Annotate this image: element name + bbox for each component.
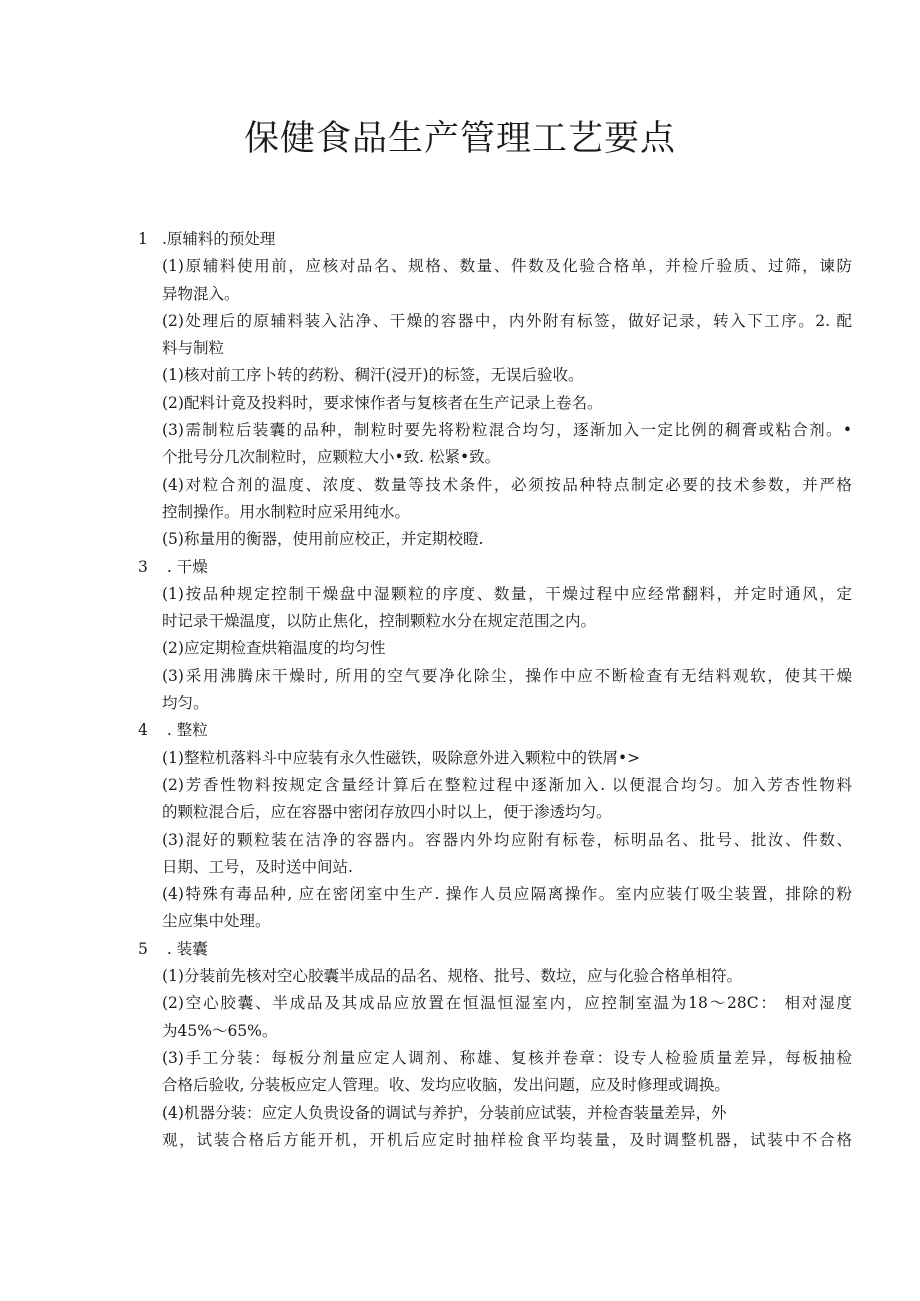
paragraph-line (162, 335, 852, 362)
line-text: (1)核对前工序卜转的药粉、稠汗(浸开)的标签，无误后验收。 (162, 366, 584, 385)
line-text: (2)芳香性物料按规定含量经计算后在整粒过程中逐渐加入. 以便混合均匀。加入芳杏性物料 (162, 775, 852, 794)
line-text: 尘应集中处理。 (162, 912, 271, 931)
line-text: 均匀。 (162, 694, 209, 713)
paragraph-line (162, 663, 852, 690)
line-text: (4)特殊有毒品种, 应在密闭室中生产. 操作人员应隔离操作。室内应装仃吸尘装置，排除的粉 (162, 885, 852, 904)
line-text: . 干燥 (162, 557, 208, 576)
paragraph-line (162, 362, 852, 389)
section-number: 1 (138, 230, 148, 248)
line-text: 为45%～65%。 (162, 1021, 278, 1040)
line-text: (3)手工分装：每板分剂量应定人调剂、称雄、复核并卷章：设专人检验质量差异，每板抽检 (162, 1048, 852, 1067)
line-text: 料与制粒 (162, 339, 225, 358)
paragraph-line (162, 827, 852, 854)
line-text: (1)按品种规定控制干燥盘中湿颗粒的序度、数量，干燥过程中应经常翻料，并定时通风，定 (162, 584, 852, 603)
paragraph-line (162, 854, 852, 881)
line-text: 的颗粒混合后，应在容器中密闭存放四小时以上，便于渗透均匀。 (162, 803, 612, 822)
paragraph-line (162, 635, 852, 662)
section-number: 3 (138, 557, 148, 576)
paragraph-line (162, 390, 852, 417)
section-heading (138, 717, 852, 744)
line-text: .原辅料的预处理 (162, 230, 276, 248)
line-text: 日期、工号，及时送中间站. (162, 857, 353, 876)
line-text: (2)空心胶囊、半成品及其成品应放置在恒温恒湿室内，应控制室温为18～28C： 相对湿度 (162, 994, 852, 1013)
line-text: . 装囊 (162, 939, 208, 958)
section-number: 5 (138, 939, 148, 958)
line-text: (1)原辅料使用前，应核对品名、规格、数量、件数及化验合格单，并检斤验质、过筛，谏防 (162, 257, 852, 276)
paragraph-line (162, 772, 852, 799)
paragraph-line (162, 417, 852, 444)
section-heading (138, 554, 852, 581)
line-text: 时记录干燥温度，以防止焦化，控制颗粒水分在规定范围之内。 (162, 612, 597, 631)
paragraph-line (162, 444, 852, 471)
paragraph-line (162, 253, 852, 280)
paragraph-line (162, 881, 852, 908)
paragraph-line (162, 799, 852, 826)
section-heading (138, 936, 852, 963)
paragraph-line (162, 1127, 852, 1154)
line-text: (1)整粒机落料斗中应装有永久性磁铁，吸除意外进入颗粒中的铁屑•> (162, 748, 641, 767)
paragraph-line (162, 526, 852, 553)
paragraph-line (162, 472, 852, 499)
paragraph-line (162, 1100, 852, 1127)
paragraph-line (162, 908, 852, 935)
line-text: (4)对粒合剂的温度、浓度、数量等技术条件，必须按品种特点制定必要的技术参数，并严格 (162, 475, 852, 494)
paragraph-line (162, 1072, 852, 1099)
paragraph-line (162, 608, 852, 635)
line-text: (5)称量用的衡器，使用前应校正，并定期校瞪. (162, 530, 484, 549)
document-title: 保健食品生产管理工艺要点 (243, 119, 676, 159)
paragraph-line (162, 308, 852, 335)
paragraph-line (162, 499, 852, 526)
paragraph-line (162, 690, 852, 717)
line-text: 合格后验收, 分装板应定人管理。收、发均应收脑，发出问题，应及时修理或调换。 (162, 1076, 730, 1095)
line-text: 个批号分几次制粒时，应颗粒大小•致. 松紧•致。 (162, 448, 501, 467)
line-text: (3)采用沸腾床干燥时, 所用的空气要净化除尘，操作中应不断检查有无结料观软，使其干燥 (162, 666, 852, 685)
line-text: (3)混好的颗粒装在洁净的容器内。容器内外均应附有标卷，标明品名、批号、批汝、件数、 (162, 830, 852, 849)
paragraph-line (162, 581, 852, 608)
line-text: 观，试装合格后方能开机，开机后应定时抽样检食平均装量，及时调整机器，试装中不合格 (162, 1130, 852, 1149)
line-text: (3)需制粒后装囊的品种，制粒时要先将粉粒混合均匀，逐渐加入一定比例的稠膏或粘合剂。• (162, 421, 852, 440)
paragraph-line (162, 1045, 852, 1072)
line-text: (2)配料计竟及投料时，要求悚作者与复核者在生产记录上卷名。 (162, 393, 603, 412)
line-text: (2)应定期检查烘箱温度的均匀性 (162, 639, 386, 658)
line-text: (2)处理后的原辅料装入沾净、干燥的容器中，内外附有标签，做好记录，转入下工序。2. 配 (162, 311, 852, 330)
line-text: (1)分装前先核对空心胶囊半成品的品名、规格、批号、数垃，应与化验合格单相符。 (162, 967, 742, 986)
paragraph-line (162, 281, 852, 308)
section-number: 4 (138, 721, 148, 740)
paragraph-line (162, 990, 852, 1017)
line-text: 异物混入。 (162, 284, 240, 303)
line-text: . 整粒 (162, 721, 208, 740)
line-text: 控制操作。用水制粒时应采用纯水。 (162, 502, 411, 521)
section-heading (138, 226, 852, 253)
document-body (138, 226, 852, 1154)
paragraph-line (162, 963, 852, 990)
paragraph-line (162, 1018, 852, 1045)
line-text: (4)机器分装：应定人负贵设备的调试与养护，分装前应试装，并检杳装量差异，外 (162, 1103, 727, 1122)
paragraph-line (162, 745, 852, 772)
